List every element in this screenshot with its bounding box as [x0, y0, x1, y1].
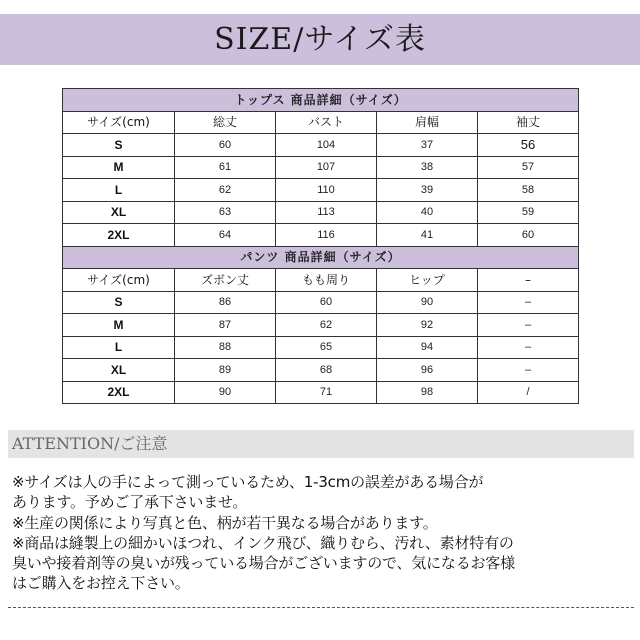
column-header: サイズ(cm) [63, 269, 175, 292]
table-cell: 57 [478, 156, 579, 179]
table-cell: 68 [276, 359, 377, 382]
dashed-divider [8, 607, 634, 608]
table-cell: 104 [276, 134, 377, 157]
tops-title-row [63, 89, 579, 112]
table-cell: 92 [377, 314, 478, 337]
table-row [63, 156, 579, 179]
table-row [63, 291, 579, 314]
table-cell: 60 [276, 291, 377, 314]
table-cell: – [478, 314, 579, 337]
table-cell: – [478, 291, 579, 314]
table-cell: 37 [377, 134, 478, 157]
table-cell: 71 [276, 381, 377, 404]
size-table [62, 88, 579, 404]
size-label: 2XL [63, 224, 175, 247]
table-row [63, 179, 579, 202]
page-title: SIZE/サイズ表 [214, 22, 426, 57]
size-label: M [63, 156, 175, 179]
size-label: M [63, 314, 175, 337]
table-cell: 107 [276, 156, 377, 179]
tops-section-title: トップス 商品詳細（サイズ） [63, 89, 579, 112]
size-label: L [63, 336, 175, 359]
table-cell: – [478, 336, 579, 359]
note-line: はご購入をお控え下さい。 [12, 574, 190, 593]
table-cell: 61 [175, 156, 276, 179]
note-line: ※生産の関係により写真と色、柄が若干異なる場合があります。 [12, 513, 438, 532]
attention-notes [12, 472, 634, 594]
attention-title: ATTENTION/ご注意 [12, 434, 168, 453]
tops-header-row [63, 111, 579, 134]
table-cell: 110 [276, 179, 377, 202]
column-header: もも周り [276, 269, 377, 292]
table-cell: 58 [478, 179, 579, 202]
size-label: S [63, 134, 175, 157]
table-cell: 62 [175, 179, 276, 202]
table-cell: 98 [377, 381, 478, 404]
table-cell: 41 [377, 224, 478, 247]
table-cell: 62 [276, 314, 377, 337]
column-header: ヒップ [377, 269, 478, 292]
table-cell: 39 [377, 179, 478, 202]
table-row [63, 381, 579, 404]
table-cell: 60 [175, 134, 276, 157]
table-cell: 38 [377, 156, 478, 179]
table-cell: 56 [478, 134, 579, 157]
table-cell: – [478, 359, 579, 382]
pants-section-title: パンツ 商品詳細（サイズ） [63, 246, 579, 269]
table-cell: 87 [175, 314, 276, 337]
note-line: ※サイズは人の手によって測っているため、1-3cmの誤差がある場合が [12, 473, 484, 491]
table-cell: 88 [175, 336, 276, 359]
table-cell: 59 [478, 201, 579, 224]
table-cell: 60 [478, 224, 579, 247]
table-cell: 113 [276, 201, 377, 224]
column-header: バスト [276, 111, 377, 134]
table-cell: 40 [377, 201, 478, 224]
table-cell: 65 [276, 336, 377, 359]
table-cell: 116 [276, 224, 377, 247]
table-cell: 94 [377, 336, 478, 359]
size-label: S [63, 291, 175, 314]
table-row [63, 359, 579, 382]
column-header: ズボン丈 [175, 269, 276, 292]
size-label: L [63, 179, 175, 202]
column-header: サイズ(cm) [63, 111, 175, 134]
table-cell: 64 [175, 224, 276, 247]
note-line: ※商品は縫製上の細かいほつれ、インク飛び、織りむら、汚れ、素材特有の [12, 533, 514, 552]
table-row [63, 134, 579, 157]
column-header: – [478, 269, 579, 292]
note-line: 臭いや接着剤等の臭いが残っている場合がございますので、気になるお客様 [12, 554, 515, 573]
column-header: 袖丈 [478, 111, 579, 134]
size-label: XL [63, 201, 175, 224]
table-cell: 90 [377, 291, 478, 314]
size-label: 2XL [63, 381, 175, 404]
table-cell: 89 [175, 359, 276, 382]
table-cell: 86 [175, 291, 276, 314]
table-cell: 90 [175, 381, 276, 404]
pants-header-row [63, 269, 579, 292]
table-row [63, 336, 579, 359]
table-cell: / [478, 381, 579, 404]
pants-title-row [63, 246, 579, 269]
column-header: 肩幅 [377, 111, 478, 134]
table-row [63, 201, 579, 224]
table-row [63, 224, 579, 247]
note-line: あります。予めご了承下さいませ。 [12, 493, 248, 512]
column-header: 総丈 [175, 111, 276, 134]
size-label: XL [63, 359, 175, 382]
table-cell: 96 [377, 359, 478, 382]
table-row [63, 314, 579, 337]
table-cell: 63 [175, 201, 276, 224]
